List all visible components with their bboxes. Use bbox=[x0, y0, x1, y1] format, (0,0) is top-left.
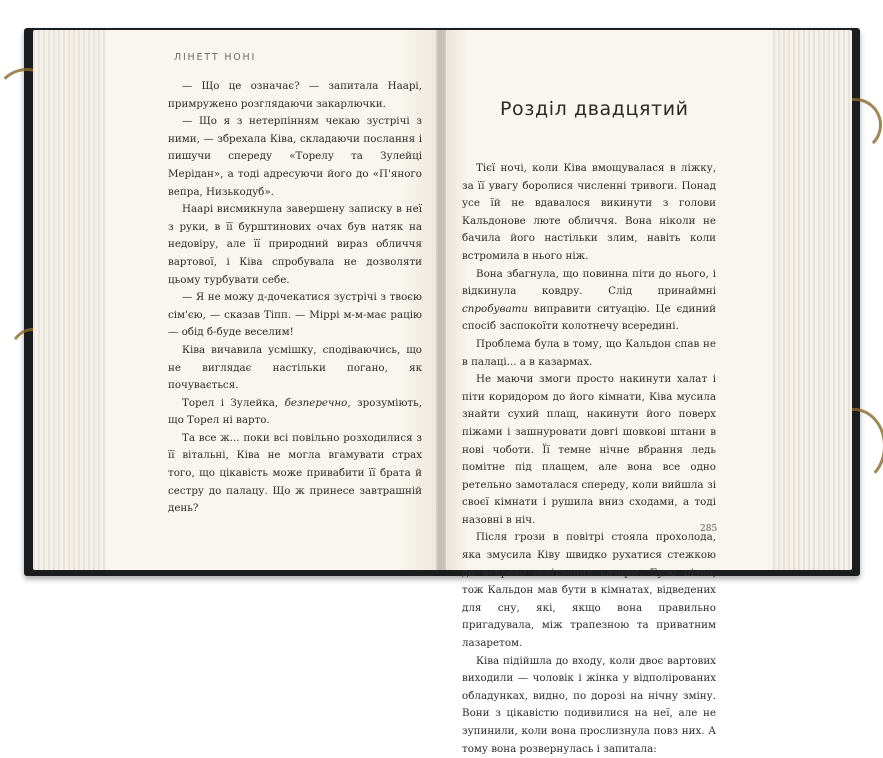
paragraph: Проблема була в тому, що Кальдон спав не в палаці... а в казармах. bbox=[462, 337, 716, 368]
paragraph: Наарі висмикнула завершену записку в неї з руки, в її бурштинових очах був натяк на недовіру, але її природний вираз обличчя вартової, і Ківа спробувала не дозволяти цьому турбувати себе. bbox=[168, 203, 422, 286]
text-run: Торел і Зулейка, bbox=[182, 396, 285, 409]
left-page-text bbox=[168, 78, 422, 518]
paragraph: Тієї ночі, коли Ківа вмощувалася в ліжку, за її увагу боролися численні тривоги. Понад усе їй не вдавалося викинути з голови Кальдонове люте обличчя. Вона ніколи не бачила його настільки злим, навіть коли встромила в нього ніж. bbox=[462, 162, 716, 262]
chapter-title: Розділ двадцятий bbox=[500, 98, 689, 120]
paragraph bbox=[462, 266, 716, 336]
paragraph: — Я не можу д-дочекатися зустрічі з твоєю сім'єю, — сказав Тіпп. — Міррі м-м-має рацію — обід б-буде веселим! bbox=[168, 291, 422, 339]
paragraph: Ківа вичавила усмішку, сподіваючись, що не виглядає настільки погано, як почувається. bbox=[168, 343, 422, 392]
paragraph: Ківа підійшла до входу, коли двоє вартових виходили — чоловік і жінка у відполірованих обладунках, видно, по дорозі на нічну зміну. Вони з цікавістю подивилися на неї, але не зупинили, коли вона прослизнула повз них. А тому вона розвернулась і запитала: bbox=[462, 654, 716, 755]
text-run: виправити ситуацію. Це єдиний спосіб заспокоїти колотнечу всередині. bbox=[462, 302, 716, 333]
italic-emphasis: безперечно bbox=[284, 396, 348, 409]
page-number: 285 bbox=[700, 524, 718, 534]
paragraph: — Що я з нетерпінням чекаю зустрічі з ними, — збрехала Ківа, складаючи послання і пишучи спереду «Торелу та Зулейці Мерідан», а тоді адресуючи його до «П'яного вепра, Низькодуб». bbox=[168, 115, 422, 198]
paragraph: Та все ж... поки всі повільно розходилися з її вітальні, Ківа не могла вгамувати страх того, що цікавість може привабити її брата й сестру до палацу. Що ж принесе завтрашній день? bbox=[168, 431, 422, 515]
paragraph: Не маючи змоги просто накинути халат і піти коридором до його кімнати, Ківа мусила знайти сухий плащ, накинути його поверх піжами і зашнуровати довгі шовкові штани в нові чоботи. Її темне нічне вбрання ледь помітне під плащем, але вона все одно ретельно замоталася спереду, коли вийшла зі своєї кімнати і рушила вниз сходами, а тоді назовні в ніч. bbox=[462, 373, 716, 526]
running-head-author: ЛІНЕТТ НОНІ bbox=[174, 52, 257, 63]
right-page-text bbox=[462, 160, 716, 758]
paragraph: Після грози в повітрі стояла прохолода, яка змусила Ківу швидко рухатися стежкою до яскраво освітлених казарм. Було пізно, тож Кальдон мав бути в кімнатах, відведених для сну, які, якщо вона правильно пригадувала, між трапезною та приватним лазаретом. bbox=[462, 531, 716, 650]
book-gutter bbox=[436, 30, 446, 570]
text-run: Вона збагнула, що повинна піти до нього, і відкинула ковдру. Слід принаймні bbox=[462, 267, 716, 298]
paragraph: — Що це означає? — запитала Наарі, примружено розглядаючи закарлючки. bbox=[168, 80, 422, 110]
italic-emphasis: спробувати bbox=[462, 302, 528, 315]
text-run: , зрозуміють, що Торел ні варто. bbox=[168, 396, 422, 427]
paragraph bbox=[168, 395, 422, 430]
